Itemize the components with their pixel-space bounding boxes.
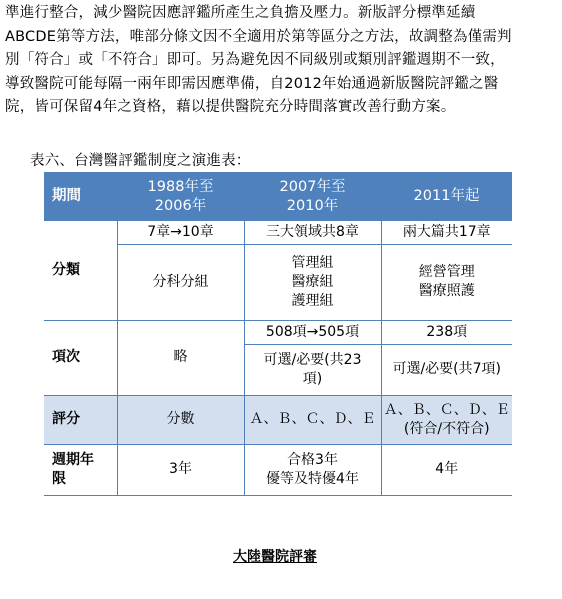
table-cell: 分科分組 — [117, 244, 244, 320]
row-label-classification: 分類 — [44, 221, 117, 320]
body-paragraph — [5, 2, 557, 120]
row-label-items: 項次 — [44, 320, 117, 395]
table-cell: 508項→505項 — [244, 320, 381, 344]
table-cell: 合格3年 優等及特優4年 — [244, 444, 381, 495]
paragraph-line: 院，皆可保留4年之資格，藉以提供醫院充分時間落實改善行動方案。 — [5, 99, 456, 116]
table-row — [44, 221, 512, 244]
header-col-3: 2011年起 — [381, 172, 512, 221]
table-cell: Ａ、Ｂ、Ｃ、Ｄ、Ｅ (符合/不符合) — [381, 395, 512, 444]
table-cell: 管理組 醫療組 護理組 — [244, 244, 381, 320]
table-cell: 4年 — [381, 444, 512, 495]
evolution-table — [44, 172, 512, 496]
table-cell: 三大領域共8章 — [244, 221, 381, 244]
paragraph-line: 別「符合」或「不符合」即可。另為避免因不同級別或類別評鑑週期不一致， — [5, 52, 505, 69]
table-cell: 可選/必要(共23 項) — [244, 344, 381, 395]
table-cell: 238項 — [381, 320, 512, 344]
header-col-1: 1988年至 2006年 — [117, 172, 244, 221]
section-heading: 大陸醫院評審 — [233, 549, 317, 565]
table-caption: 表六、台灣醫評鑑制度之演進表： — [30, 153, 251, 169]
table-cell: 3年 — [117, 444, 244, 495]
paragraph-line: ABCDE第等方法，唯部分條文因不全適用於第等區分之方法，故調整為僅需判 — [5, 28, 512, 45]
header-col-2: 2007年至 2010年 — [244, 172, 381, 221]
header-period: 期間 — [44, 172, 117, 221]
table-header-row — [44, 172, 512, 221]
table-cell: 兩大篇共17章 — [381, 221, 512, 244]
table-cell: 可選/必要(共7項) — [381, 344, 512, 395]
table-row — [44, 395, 512, 444]
row-label-scoring: 評分 — [44, 395, 117, 444]
table-cell: 經營管理 醫療照護 — [381, 244, 512, 320]
paragraph-line: 導致醫院可能每隔一兩年即需因應準備，自2012年始通過新版醫院評鑑之醫 — [5, 75, 499, 92]
row-label-cycle: 週期年 限 — [44, 444, 117, 495]
table-row — [44, 320, 512, 344]
table-cell: 分數 — [117, 395, 244, 444]
table-cell: 略 — [117, 320, 244, 395]
table-row — [44, 444, 512, 495]
paragraph-line: 準進行整合，減少醫院因應評鑑所產生之負擔及壓力。新版評分標準延續 — [5, 5, 476, 21]
table-cell: 7章→10章 — [117, 221, 244, 244]
table-cell: Ａ、Ｂ、Ｃ、Ｄ、Ｅ — [244, 395, 381, 444]
